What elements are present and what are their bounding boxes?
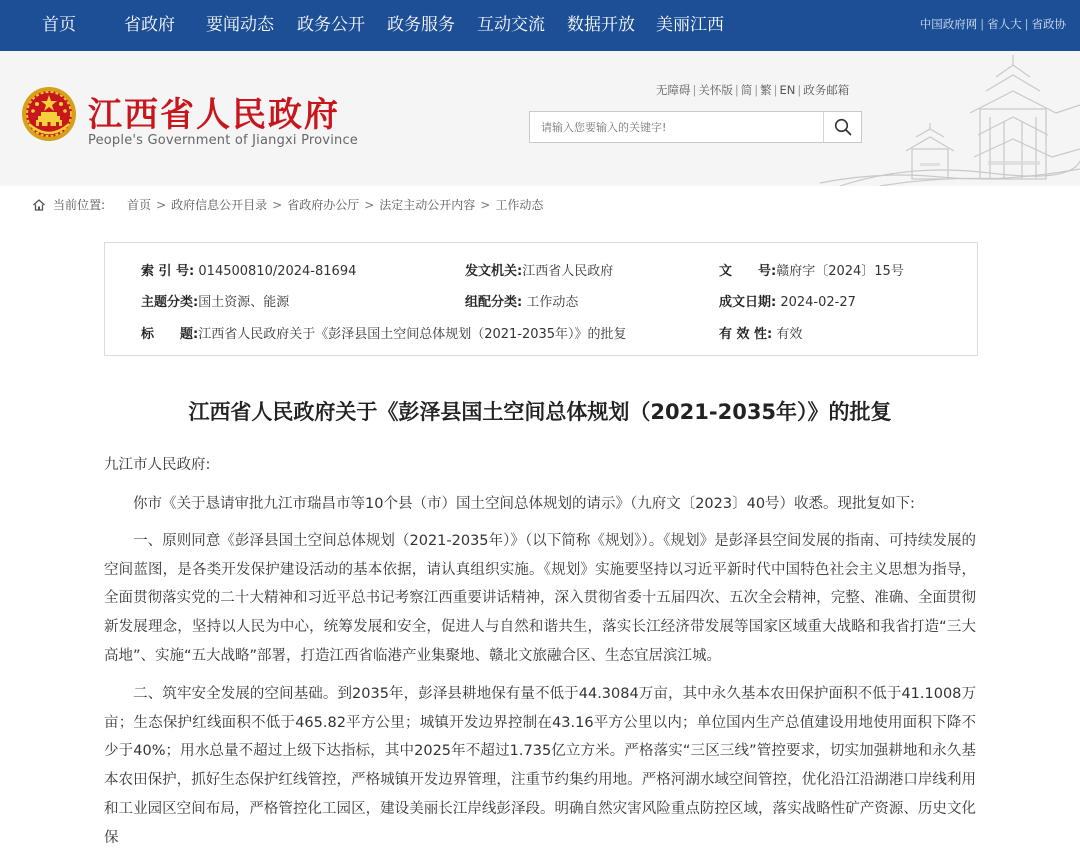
link-english[interactable]: EN: [779, 83, 796, 97]
link-gov-mailbox[interactable]: 政务邮箱: [803, 83, 850, 97]
meta-label: 文 号:: [719, 264, 777, 279]
top-nav: [0, 0, 1080, 51]
divider: |: [980, 17, 985, 31]
nav-item-beautiful-jiangxi[interactable]: 美丽江西: [656, 15, 724, 35]
nav-item-interaction[interactable]: 互动交流: [477, 15, 545, 35]
divider: |: [754, 83, 759, 97]
divider: |: [797, 83, 802, 97]
link-traditional[interactable]: 繁: [760, 83, 772, 97]
nav-item-gov-affairs-open[interactable]: 政务公开: [297, 15, 365, 35]
breadcrumb-separator: >: [156, 197, 167, 212]
breadcrumb-item-general-office[interactable]: 省政府办公厅: [287, 198, 360, 212]
link-care-version[interactable]: 关怀版: [698, 83, 733, 97]
divider: |: [734, 83, 739, 97]
article-paragraph: 你市《关于恳请审批九江市瑞昌市等10个县（市）国土空间总体规划的请示》（九府文〔2023〕40号）收悉。现批复如下:: [104, 496, 915, 512]
meta-validity: [719, 323, 802, 342]
breadcrumb-item-statutory-content[interactable]: 法定主动公开内容: [379, 198, 476, 212]
nav-item-home[interactable]: 首页: [42, 15, 76, 35]
nav-item-gov-services[interactable]: 政务服务: [387, 15, 455, 35]
meta-value: 014500810/2024-81694: [198, 264, 357, 279]
link-china-gov[interactable]: 中国政府网: [919, 17, 978, 31]
meta-topic: [141, 291, 289, 310]
document-meta-box: [104, 242, 978, 356]
article-paragraph: 一、原则同意《彭泽县国土空间总体规划（2021-2035年）》（以下简称《规划》）。《规划》是彭泽县空间发展的指南、可持续发展的空间蓝图，是各类开发保护建设活动的基本依据，请认真组织实施。《规划》实施要坚持以习近平新时代中国特色社会主义思想为指导，全面贯彻落实党的二十大精神和习近平总书记考察江西重要讲话精神，深入贯彻省委十五届四次、五次全会精神，完整、准确、全面贯彻新发展理念，坚持以人民为中心，统筹发展和安全，促进人与自然和谐共生，落实长江经济带发展等国家区域重大战略和我省打造“三大高地”、实施“五大战略”部署，打造江西省临港产业集聚地、赣北文旅融合区、生态宜居滨江城。: [104, 533, 976, 664]
link-provincial-congress[interactable]: 省人大: [987, 17, 1022, 31]
breadcrumb-separator: >: [480, 197, 491, 212]
article-title: 江西省人民政府关于《彭泽县国土空间总体规划（2021-2035年）》的批复: [188, 400, 892, 424]
breadcrumb-item-home[interactable]: 首页: [127, 198, 152, 212]
nav-item-news[interactable]: 要闻动态: [206, 15, 274, 35]
meta-label: 成文日期:: [719, 295, 777, 310]
divider: |: [773, 83, 778, 97]
national-emblem-icon: [21, 86, 77, 142]
meta-index: [141, 260, 356, 279]
meta-value: 有效: [776, 327, 803, 342]
meta-label: 标 题:: [141, 327, 199, 342]
meta-label: 有 效 性:: [719, 327, 773, 342]
meta-docno: [719, 260, 904, 279]
breadcrumb-item-info-catalog[interactable]: 政府信息公开目录: [171, 198, 268, 212]
link-accessibility[interactable]: 无障碍: [656, 83, 691, 97]
link-cppcc[interactable]: 省政协: [1031, 17, 1066, 31]
article-paragraph: 二、筑牢安全发展的空间基础。到2035年，彭泽县耕地保有量不低于44.3084万亩，其中永久基本农田保护面积不低于41.1008万亩；生态保护红线面积不低于465.82平方公里；城镇开发边界控制在43.16平方公里以内；单位国内生产总值建设用地使用面积下降不少于40%；用水总量不超过上级下达指标，其中2025年不超过1.735亿立方米。严格落实“三区三线”管控要求，切实加强耕地和永久基本农田保护，抓好生态保护红线管控，严格城镇开发边界管理，注重节约集约用地。严格河湖水域空间管控，优化沿江沿湖港口岸线利用和工业园区空间布局，严格管控化工园区，建设美丽长江岸线彭泽段。明确自然灾害风险重点防控区域，落实战略性矿产资源、历史文化保: [104, 686, 976, 846]
site-header: [0, 51, 1080, 186]
divider: |: [692, 83, 697, 97]
meta-issuer: [465, 260, 613, 279]
nav-item-open-data[interactable]: 数据开放: [567, 15, 635, 35]
nav-item-province-gov[interactable]: 省政府: [124, 15, 175, 35]
meta-value: 江西省人民政府关于《彭泽县国土空间总体规划（2021-2035年）》的批复: [198, 327, 627, 342]
meta-category: [465, 291, 578, 310]
meta-value: 工作动态: [526, 295, 579, 310]
search-box: [529, 111, 862, 143]
meta-label: 索 引 号:: [141, 264, 195, 279]
divider: |: [1024, 17, 1029, 31]
search-input[interactable]: [530, 112, 824, 142]
top-right-links: [920, 16, 1066, 32]
breadcrumb-label: 当前位置:: [53, 198, 106, 212]
meta-value: 2024-02-27: [780, 295, 856, 310]
tengwang-pavilion-illustration: [820, 51, 1080, 186]
meta-title: [141, 323, 627, 342]
breadcrumb-separator: >: [364, 197, 375, 212]
meta-value: 江西省人民政府: [522, 264, 614, 279]
site-title[interactable]: 江西省人民政府: [88, 95, 340, 135]
article-addressee: 九江市人民政府:: [104, 457, 211, 473]
breadcrumb: [32, 196, 543, 213]
site-subtitle: People's Government of Jiangxi Province: [88, 133, 358, 148]
meta-label: 发文机关:: [465, 264, 523, 279]
meta-value: 国土资源、能源: [198, 295, 290, 310]
breadcrumb-item-work-news[interactable]: 工作动态: [495, 198, 544, 212]
meta-date: [719, 291, 856, 310]
link-simplified[interactable]: 简: [740, 83, 753, 97]
breadcrumb-separator: >: [272, 197, 283, 212]
home-icon: [32, 198, 46, 212]
meta-value: 赣府字〔2024〕15号: [776, 264, 904, 279]
meta-label: 组配分类:: [465, 295, 523, 310]
meta-label: 主题分类:: [141, 295, 199, 310]
